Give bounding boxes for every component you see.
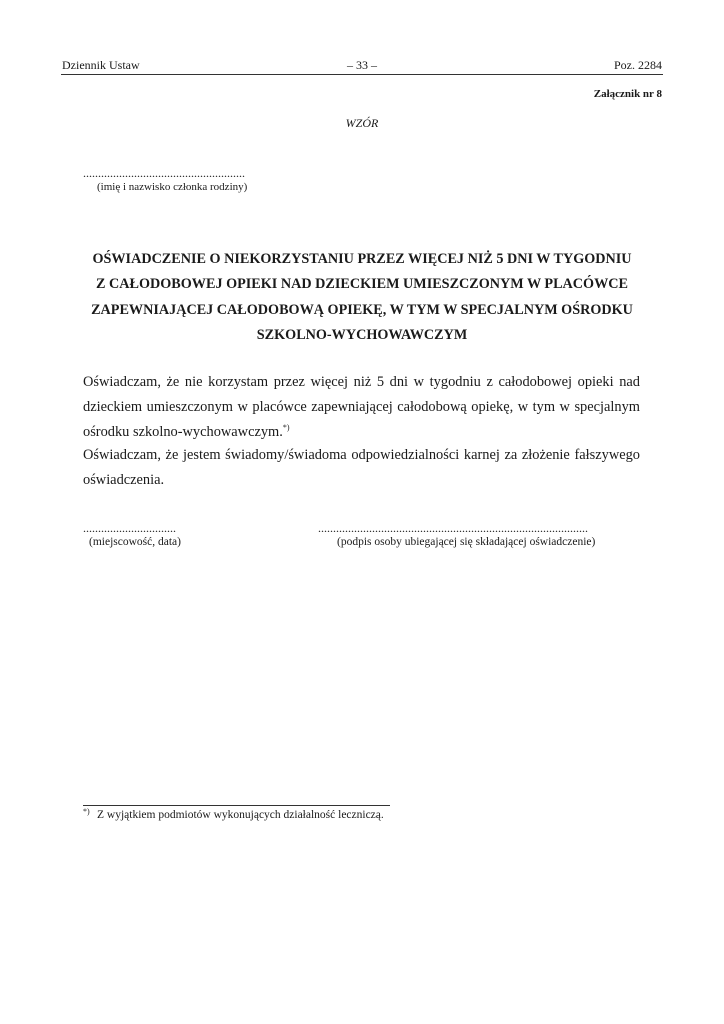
footnote-text: Z wyjątkiem podmiotów wykonujących działalność leczniczą. — [97, 809, 384, 821]
place-date-line: ............................... — [83, 521, 176, 535]
position-number: Poz. 2284 — [614, 58, 662, 72]
title-line-1: OŚWIADCZENIE O NIEKORZYSTANIU PRZEZ WIĘCEJ NIŻ 5 DNI W TYGODNIU — [92, 251, 632, 267]
footnote-mark: *) — [83, 807, 90, 816]
place-date-caption: (miejscowość, data) — [89, 536, 181, 548]
title-line-3: ZAPEWNIAJĄCEJ CAŁODOBOWĄ OPIEKĘ, W TYM W SPECJALNYM OŚRODKU — [91, 301, 633, 318]
gazette-name: Dziennik Ustaw — [62, 58, 140, 72]
statement-1-text: Oświadczam, że nie korzystam przez więcej niż 5 dni w tygodniu z całodobowej opieki nad dzieckiem umieszczonym w placówce zapewniającej całodobową opiekę, w tym w specjalnym ośrodku szkolno-wychowawczym. — [83, 374, 640, 440]
template-label: WZÓR — [345, 116, 379, 130]
statement-paragraph-1 — [83, 370, 640, 445]
family-member-name-caption: (imię i nazwisko członka rodziny) — [97, 181, 248, 193]
annex-label: Załącznik nr 8 — [593, 88, 662, 100]
family-member-name-line: ...................................................... — [83, 166, 245, 180]
footnote-rule — [83, 805, 390, 806]
header-rule — [61, 74, 663, 75]
signature-line: .......................................................................................... — [318, 521, 588, 535]
signature-caption: (podpis osoby ubiegającej się składającej oświadczenie) — [337, 536, 596, 548]
title-line-2: Z CAŁODOBOWEJ OPIEKI NAD DZIECKIEM UMIESZCZONYM W PLACÓWCE — [96, 276, 628, 293]
statement-paragraph-2: Oświadczam, że jestem świadomy/świadoma odpowiedzialności karnej za złożenie fałszywego oświadczenia. — [83, 447, 640, 488]
declaration-title — [70, 247, 654, 348]
title-line-4: SZKOLNO-WYCHOWAWCZYM — [256, 326, 468, 343]
footnote-reference: *) — [282, 423, 290, 432]
page-number: – 33 – — [347, 58, 377, 72]
